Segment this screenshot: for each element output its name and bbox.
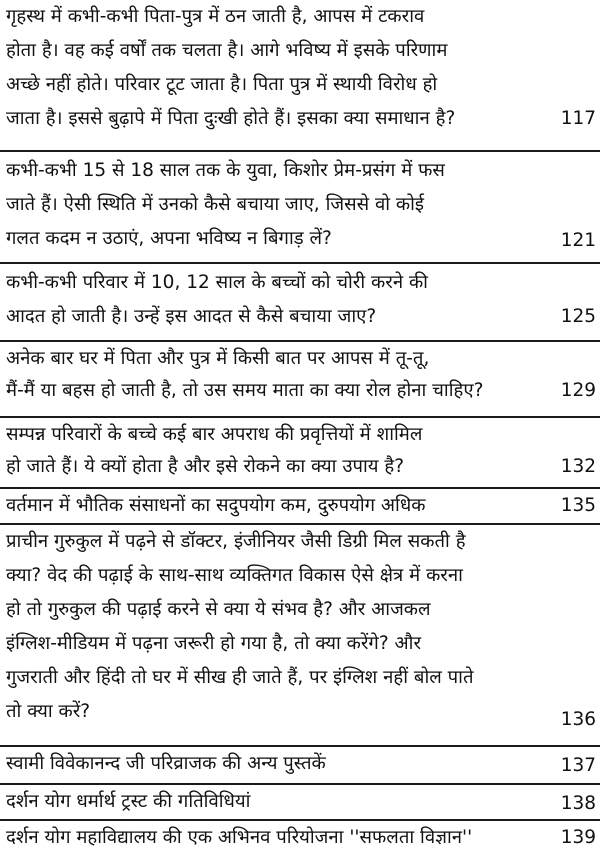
page-number: 132 <box>560 456 596 477</box>
entry-line: स्वामी विवेकानन्द जी परिव्राजक की अन्य पुस्तकें <box>6 753 326 774</box>
entry-line: होता है। वह कई वर्षों तक चलता है। आगे भविष्य में इसके परिणाम <box>6 40 448 61</box>
page-number: 121 <box>560 230 596 251</box>
entry-line: गृहस्थ में कभी-कभी पिता-पुत्र में ठन जाती है, आपस में टकराव <box>6 6 425 27</box>
entry-line: कभी-कभी 15 से 18 साल तक के युवा, किशोर प्रेम-प्रसंग में फस <box>6 160 445 181</box>
toc-entry <box>0 152 600 260</box>
page-number: 137 <box>560 755 596 776</box>
page-number: 139 <box>560 827 596 848</box>
entry-line: हो जाते हैं। ये क्यों होता है और इसे रोकने का क्या उपाय है? <box>6 456 405 477</box>
toc-entry <box>0 0 600 150</box>
page-number: 136 <box>560 709 596 730</box>
entry-line: हो तो गुरुकुल की पढ़ाई करने से क्या ये संभव है? और आजकल <box>6 599 431 620</box>
entry-line: कभी-कभी परिवार में 10, 12 साल के बच्चों को चोरी करने की <box>6 272 428 293</box>
entry-line: गुजराती और हिंदी तो घर में सीख ही जाते हैं, पर इंग्लिश नहीं बोल पाते <box>6 667 474 688</box>
toc-entry <box>0 342 600 414</box>
toc-entry <box>0 264 600 340</box>
entry-line: मैं-मैं या बहस हो जाती है, तो उस समय माता का क्या रोल होना चाहिए? <box>6 380 484 401</box>
entry-line: जाते हैं। ऐसी स्थिति में उनको कैसे बचाया जाए, जिससे वो कोई <box>6 194 425 215</box>
toc-entry <box>0 489 600 525</box>
toc-entry <box>0 785 600 817</box>
entry-line: दर्शन योग महाविद्यालय की एक अभिनव परियोजना ''सफलता विज्ञान'' <box>6 827 473 848</box>
entry-line: जाता है। इससे बुढ़ापे में पिता दुःखी होते हैं। इसका क्या समाधान है? <box>6 108 456 129</box>
entry-line: प्राचीन गुरुकुल में पढ़ने से डॉक्टर, इंजीनियर जैसी डिग्री मिल सकती है <box>6 531 466 552</box>
page-number: 135 <box>560 495 596 516</box>
entry-line: तो क्या करें? <box>6 701 91 722</box>
entry-line: गलत कदम न उठाएं, अपना भविष्य न बिगाड़ लें? <box>6 228 332 249</box>
page-number: 117 <box>560 108 596 129</box>
entry-line: वर्तमान में भौतिक संसाधनों का सदुपयोग कम, दुरुपयोग अधिक <box>6 495 426 516</box>
entry-line: सम्पन्न परिवारों के बच्चे कई बार अपराध की प्रवृत्तियों में शामिल <box>6 424 423 445</box>
entry-line: दर्शन योग धर्मार्थ ट्रस्ट की गतिविधियां <box>6 791 251 812</box>
entry-line: आदत हो जाती है। उन्हें इस आदत से कैसे बचाया जाए? <box>6 306 377 327</box>
page-number: 125 <box>560 306 596 327</box>
entry-line: अच्छे नहीं होते। परिवार टूट जाता है। पिता पुत्र में स्थायी विरोध हो <box>6 74 438 95</box>
entry-line: अनेक बार घर में पिता और पुत्र में किसी बात पर आपस में तू-तू, <box>6 348 430 369</box>
toc-entry <box>0 821 600 854</box>
page-number: 138 <box>560 793 596 814</box>
toc-entry <box>0 418 600 488</box>
entry-line: क्या? वेद की पढ़ाई के साथ-साथ व्यक्तिगत विकास ऐसे क्षेत्र में करना <box>6 565 463 586</box>
entry-line: इंग्लिश-मीडियम में पढ़ना जरूरी हो गया है, तो क्या करेंगे? और <box>6 633 422 654</box>
toc-entry <box>0 747 600 781</box>
page-number: 129 <box>560 380 596 401</box>
toc-entry <box>0 525 600 740</box>
